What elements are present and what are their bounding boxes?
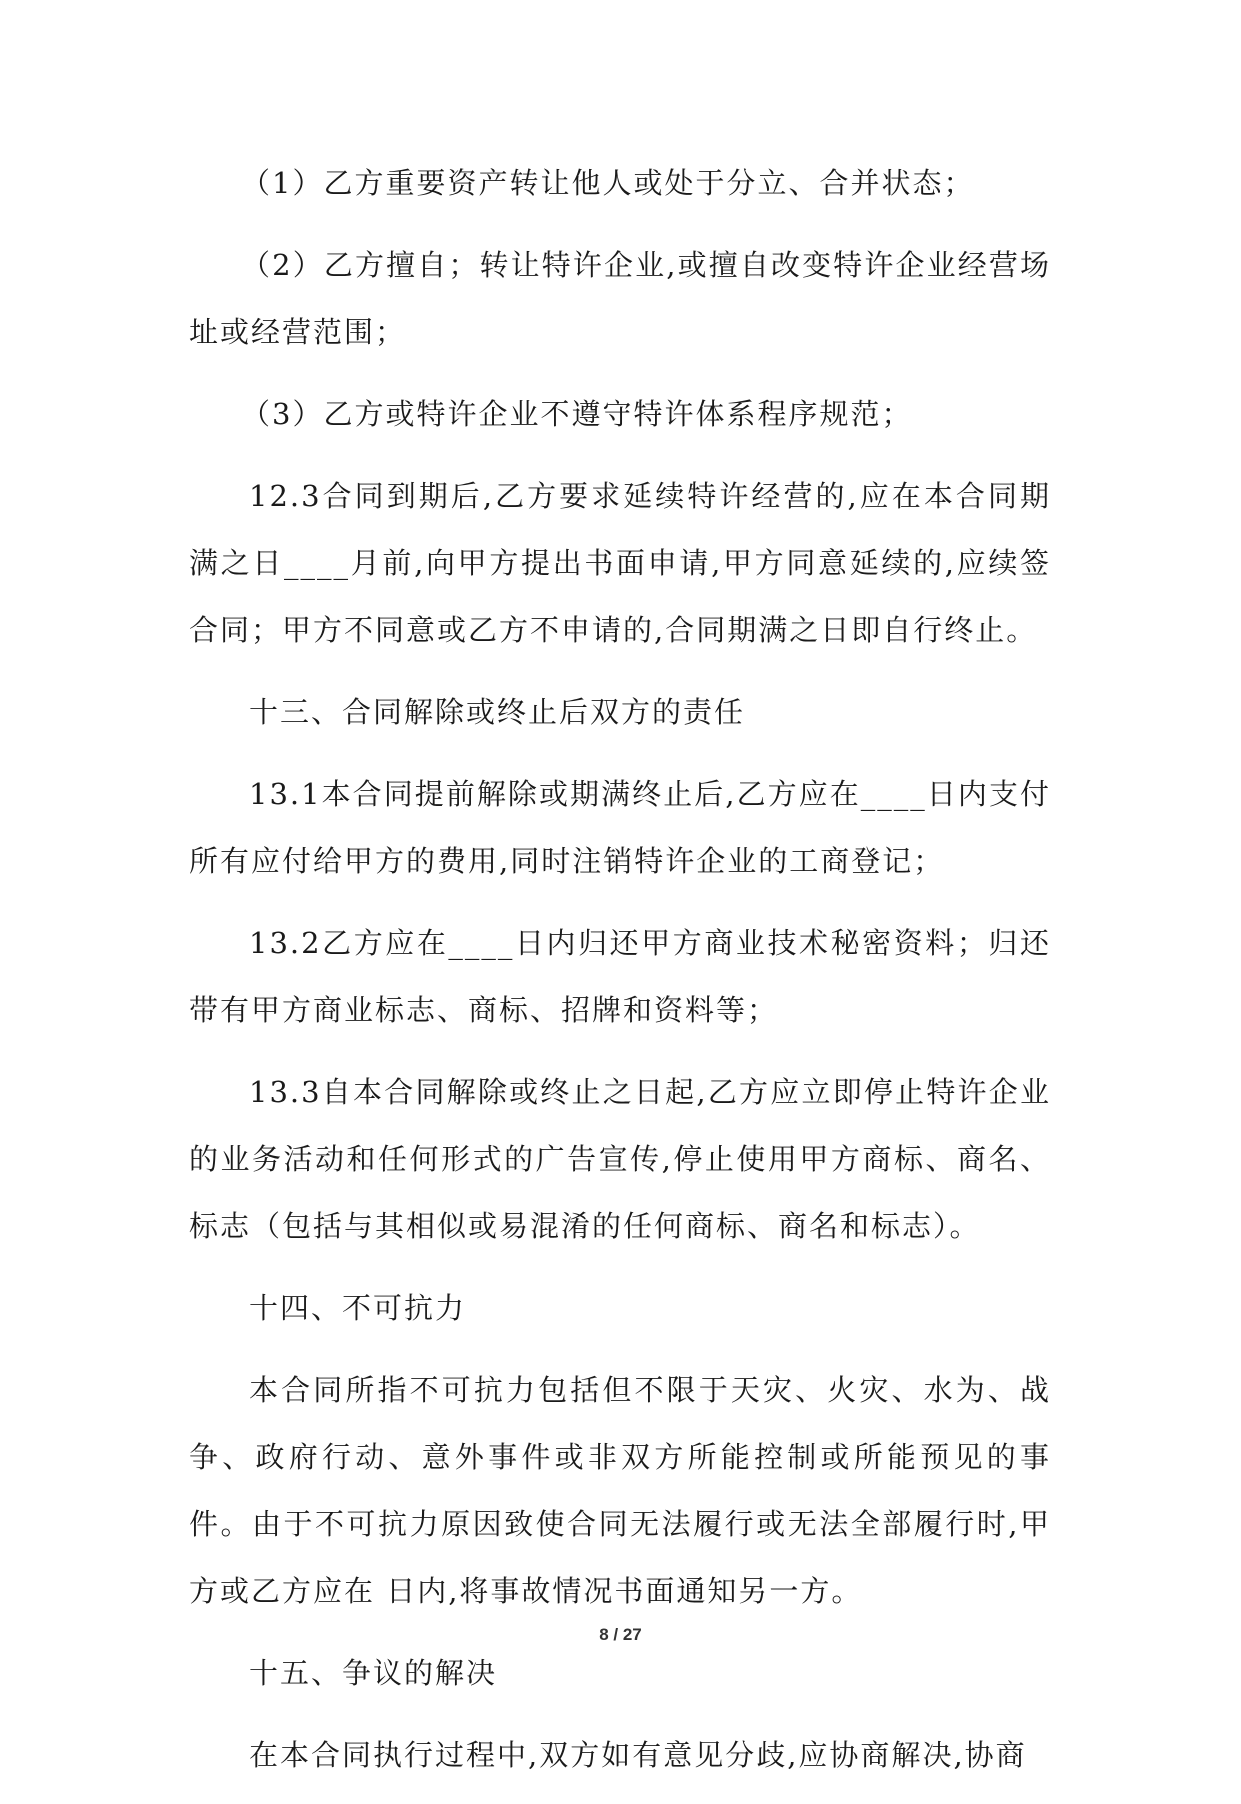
clause-12-3: 12.3合同到期后,乙方要求延续特许经营的,应在本合同期满之日____月前,向甲方提出书面申请,甲方同意延续的,应续签合同；甲方不同意或乙方不申请的,合同期满之日即自行终止。 <box>189 479 1051 647</box>
page-number: 8 / 27 <box>599 1625 642 1644</box>
document-body <box>189 150 1051 1804</box>
clause-15: 在本合同执行过程中,双方如有意见分歧,应协商解决,协商 <box>249 1738 1027 1772</box>
list-item-1: （1）乙方重要资产转让他人或处于分立、合并状态； <box>241 166 975 200</box>
clause-14: 本合同所指不可抗力包括但不限于天灾、火灾、水为、战争、政府行动、意外事件或非双方所能控制或所能预见的事件。由于不可抗力原因致使合同无法履行或无法全部履行时,甲方或乙方应在 日内,将事故情况书面通知另一方。 <box>189 1373 1051 1608</box>
clause-13-2: 13.2乙方应在____日内归还甲方商业技术秘密资料；归还带有甲方商业标志、商标、招牌和资料等； <box>189 926 1051 1027</box>
section-heading-14: 十四、不可抗力 <box>249 1291 467 1325</box>
list-item-3: （3）乙方或特许企业不遵守特许体系程序规范； <box>241 397 913 431</box>
clause-13-3: 13.3自本合同解除或终止之日起,乙方应立即停止特许企业的业务活动和任何形式的广告宣传,停止使用甲方商标、商名、标志（包括与其相似或易混淆的任何商标、商名和标志）。 <box>189 1075 1051 1243</box>
section-heading-13: 十三、合同解除或终止后双方的责任 <box>249 695 746 729</box>
section-heading-15: 十五、争议的解决 <box>249 1656 498 1690</box>
list-item-2: （2）乙方擅自；转让特许企业,或擅自改变特许企业经营场址或经营范围； <box>189 248 1051 349</box>
clause-13-1: 13.1本合同提前解除或期满终止后,乙方应在____日内支付所有应付给甲方的费用,同时注销特许企业的工商登记； <box>189 777 1051 878</box>
